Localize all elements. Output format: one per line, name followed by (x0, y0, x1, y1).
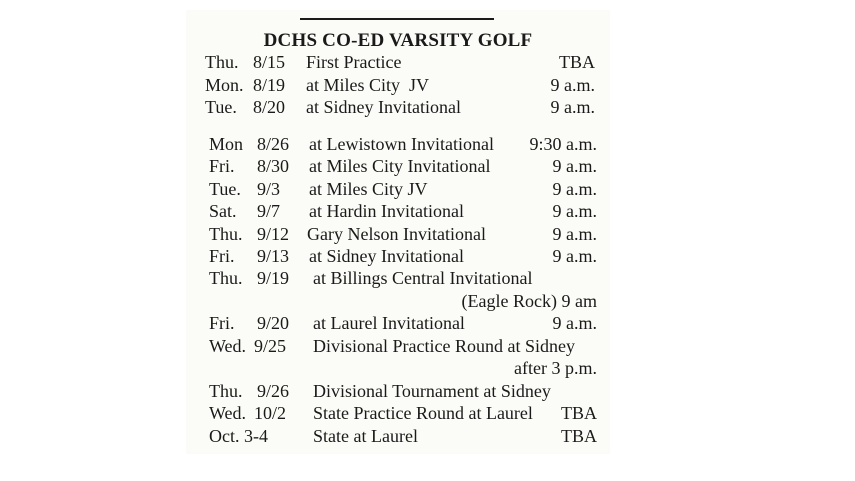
row-date: 9/7 (257, 201, 281, 221)
row-date: 9/12 (257, 224, 290, 244)
row-time: 9 a.m. (552, 313, 597, 333)
row-time: TBA (561, 403, 597, 423)
row-date: 8/26 (257, 134, 290, 154)
row-day: Sat. (209, 201, 237, 221)
row-event: State Practice Round at Laurel (313, 403, 533, 423)
row-event: First Practice (306, 52, 402, 72)
schedule-row (0, 97, 855, 119)
row-event: at Miles City JV (306, 75, 430, 95)
row-day: Tue. (209, 179, 241, 199)
row-time: 9:30 a.m. (529, 134, 597, 154)
schedule-row (0, 75, 855, 97)
row-event: at Laurel Invitational (313, 313, 465, 333)
schedule-row (0, 246, 855, 268)
row-time: TBA (561, 426, 597, 446)
row-event: Gary Nelson Invitational (307, 224, 486, 244)
row-day: Fri. (209, 313, 235, 333)
row-date: 8/20 (253, 97, 286, 117)
row-time: 9 a.m. (552, 179, 597, 199)
row-event: at Miles City JV (309, 179, 428, 199)
schedule-row (0, 336, 855, 358)
row-day: Wed. (209, 403, 247, 423)
row-day: Oct. 3-4 (209, 426, 268, 446)
row-date: 8/30 (257, 156, 290, 176)
row-time: 9 a.m. (552, 224, 597, 244)
row-day: Mon. (205, 75, 244, 95)
row-event: at Sidney Invitational (309, 246, 464, 266)
row-time: TBA (559, 52, 595, 72)
schedule-row-continuation (0, 358, 855, 380)
row-event: at Sidney Invitational (306, 97, 461, 117)
row-date: 9/26 (257, 381, 290, 401)
row-time: 9 a.m. (550, 97, 595, 117)
schedule-row-continuation (0, 291, 855, 313)
row-day: Mon (209, 134, 244, 154)
row-day: Thu. (209, 381, 243, 401)
row-date: 10/2 (254, 403, 287, 423)
schedule-row (0, 201, 855, 223)
schedule-row (0, 156, 855, 178)
row-day: Fri. (209, 156, 235, 176)
schedule-row (0, 179, 855, 201)
row-event: at Billings Central Invitational (313, 268, 533, 288)
row-date: 9/3 (257, 179, 281, 199)
row-day: Tue. (205, 97, 237, 117)
row-day: Thu. (209, 268, 243, 288)
row-date: 8/15 (253, 52, 286, 72)
row-time: 9 a.m. (550, 75, 595, 95)
schedule-title: DCHS CO-ED VARSITY GOLF (263, 30, 533, 51)
schedule-row (0, 403, 855, 425)
row-event: Divisional Tournament at Sidney (313, 381, 551, 401)
schedule-row (0, 134, 855, 156)
row-date: 9/19 (257, 268, 290, 288)
top-rule (300, 18, 494, 20)
row-time: (Eagle Rock) 9 am (461, 291, 597, 311)
row-time: 9 a.m. (552, 201, 597, 221)
row-event: State at Laurel (313, 426, 418, 446)
row-event: at Hardin Invitational (309, 201, 464, 221)
row-event: at Miles City Invitational (309, 156, 491, 176)
schedule-row (0, 224, 855, 246)
row-day: Thu. (209, 224, 243, 244)
schedule-row (0, 381, 855, 403)
row-time: 9 a.m. (552, 246, 597, 266)
row-event: Divisional Practice Round at Sidney (313, 336, 575, 356)
schedule-row (0, 313, 855, 335)
row-event: at Lewistown Invitational (309, 134, 494, 154)
schedule-row (0, 426, 855, 448)
row-day: Wed. (209, 336, 247, 356)
schedule-row (0, 268, 855, 290)
row-date: 9/13 (257, 246, 290, 266)
row-time: 9 a.m. (552, 156, 597, 176)
row-date: 9/20 (257, 313, 290, 333)
row-time: after 3 p.m. (514, 358, 597, 378)
row-date: 9/25 (254, 336, 287, 356)
row-date: 8/19 (253, 75, 286, 95)
row-day: Thu. (205, 52, 239, 72)
row-day: Fri. (209, 246, 235, 266)
schedule-row (0, 52, 855, 74)
